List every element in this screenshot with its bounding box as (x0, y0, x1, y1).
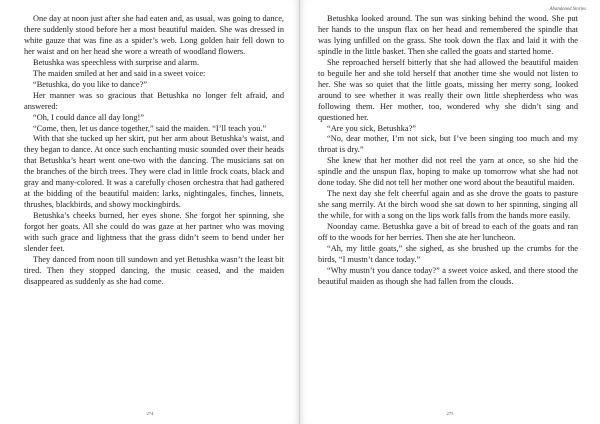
paragraph: “No, dear mother, I’m not sick, but I’ve been singing too much and my throat is dry.” (318, 134, 578, 155)
right-page (300, 0, 600, 424)
paragraph: “Why mustn’t you dance today?” a sweet voice asked, and there stood the beautiful maiden as though she had fallen from the clouds. (318, 265, 578, 286)
paragraph: Betushka was speechless with surprise and alarm. (33, 57, 200, 67)
running-header: Abandoned Stories (549, 7, 586, 12)
paragraph: The next day she felt cheerful again and as she drove the goats to pasture she sang merrily. At the birch wood she sat down to her spinning, singing all the while, for with a song on the lips work falls from the hands more easily. (318, 189, 578, 221)
paragraph: The maiden smiled at her and said in a sweet voice: (33, 68, 206, 78)
paragraph: One day at noon just after she had eaten and, as usual, was going to dance, there suddenly stood before her a most beautiful maiden. She was dressed in white gauze that was fine as a spider’s web. Long golden hair fell down to her waist and on her head she wore a wreath of woodland flowers. (24, 14, 284, 56)
paragraph: Betushka’s cheeks burned, her eyes shone. She forgot her spinning, she forgot her goats. All she could do was gaze at her partner who was moving with such grace and lightness that the grass didn’t seem to bend under her slender feet. (24, 211, 284, 254)
page-number-left: 274 (146, 411, 154, 416)
paragraph: Betushka looked around. The sun was sinking behind the wood. She put her hands to the unspun flax on her head and remembered the spindle that was lying unfilled on the grass. She took down the flax and laid it with the spindle in the little basket. Then she called the goats and started home. (318, 14, 578, 56)
paragraph: They danced from noon till sundown and yet Betushka wasn’t the least bit tired. Then they stopped dancing, the music ceased, and the maiden disappeared as suddenly as she had come. (24, 254, 284, 286)
paragraph: With that she tucked up her skirt, put her arm about Betushka’s waist, and they began to dance. At once such enchanting music sounded over their heads that Betushka’s heart went one-two with the dancing. The musicians sat on the branches of the birch trees. They were clad in little frock coats, black and gray and many-colored. It was a carefully chosen orchestra that had gathered at the bidding of the beautiful maiden: larks, nightingales, finches, linnets, thrushes, blackbirds, and showy mockingbirds. (24, 134, 284, 210)
paragraph: Noonday came. Betushka gave a bit of bread to each of the goats and ran off to the woods for her berries. Then she ate her luncheon. (318, 222, 578, 243)
paragraph: “Come, then, let us dance together,” said the maiden. “I’ll teach you.” (33, 123, 267, 133)
paragraph: “Are you sick, Betushka?” (327, 123, 416, 133)
paragraph: “Betushka, do you like to dance?” (33, 79, 147, 89)
right-page-text (318, 14, 578, 288)
page-number-right: 275 (446, 411, 454, 416)
paragraph: She reproached herself bitterly that she had allowed the beautiful maiden to beguile her and she told herself that another time she would not listen to her. She was so quiet that the little goats, missing her merry song, looked around to see whether it was really their own little shepherdess who was following them. Her mother, too, wondered why she didn’t sing and questioned her. (318, 57, 578, 122)
left-page-text (24, 14, 284, 288)
paragraph: She knew that her mother did not reel the yarn at once, so she hid the spindle and the unspun flax, hoping to make up tomorrow what she had not done today. She did not tell her mother one word about the beautiful maiden. (318, 156, 578, 188)
paragraph: Her manner was so gracious that Betushka no longer felt afraid, and answered: (24, 90, 284, 111)
paragraph: “Oh, I could dance all day long!” (33, 112, 144, 122)
paragraph: “Ah, my little goats,” she sighed, as she brushed up the crumbs for the birds, “I mustn’t dance today.” (318, 244, 578, 264)
